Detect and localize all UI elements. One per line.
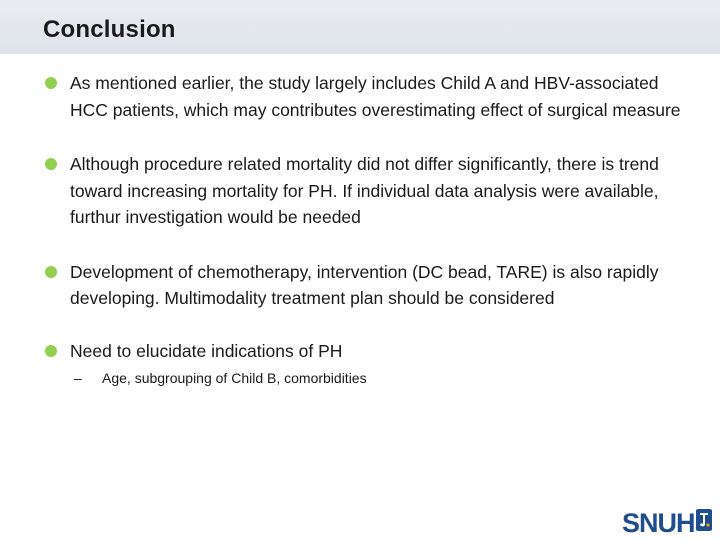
bullet-item [44,259,684,312]
bullet-dot-icon [45,345,57,357]
snuh-emblem-icon [696,509,712,536]
bullet-dot-icon [45,77,57,89]
snuh-logo [622,508,712,540]
bullet-item [44,338,684,389]
bullet-text: As mentioned earlier, the study largely includes Child A and HBV-associated HCC patients, which may contributes overestimating effect of surgical measure [70,73,681,120]
sub-bullet-text: Age, subgrouping of Child B, comorbidities [102,370,367,386]
bullet-text: Development of chemotherapy, intervention (DC bead, TARE) is also rapidly developing. Multimodality treatment plan should be considered [70,261,659,308]
bullet-item [44,151,684,231]
title-bar [0,0,720,54]
sub-bullet-item [70,368,684,388]
bullet-text: Need to elucidate indications of PH [70,340,343,361]
sub-bullet-list [70,368,684,388]
bullet-dot-icon [45,266,57,278]
logo-text: SNUH [622,508,695,538]
bullet-dot-icon [45,158,57,170]
bullet-text: Although procedure related mortality did not differ significantly, there is trend toward increasing mortality for PH. If individual data analysis were available, furthur investigation would be needed [70,154,659,227]
dash-icon: – [74,370,82,386]
bullet-list [44,70,684,388]
bullet-item [44,70,684,123]
slide-title: Conclusion [43,16,176,43]
